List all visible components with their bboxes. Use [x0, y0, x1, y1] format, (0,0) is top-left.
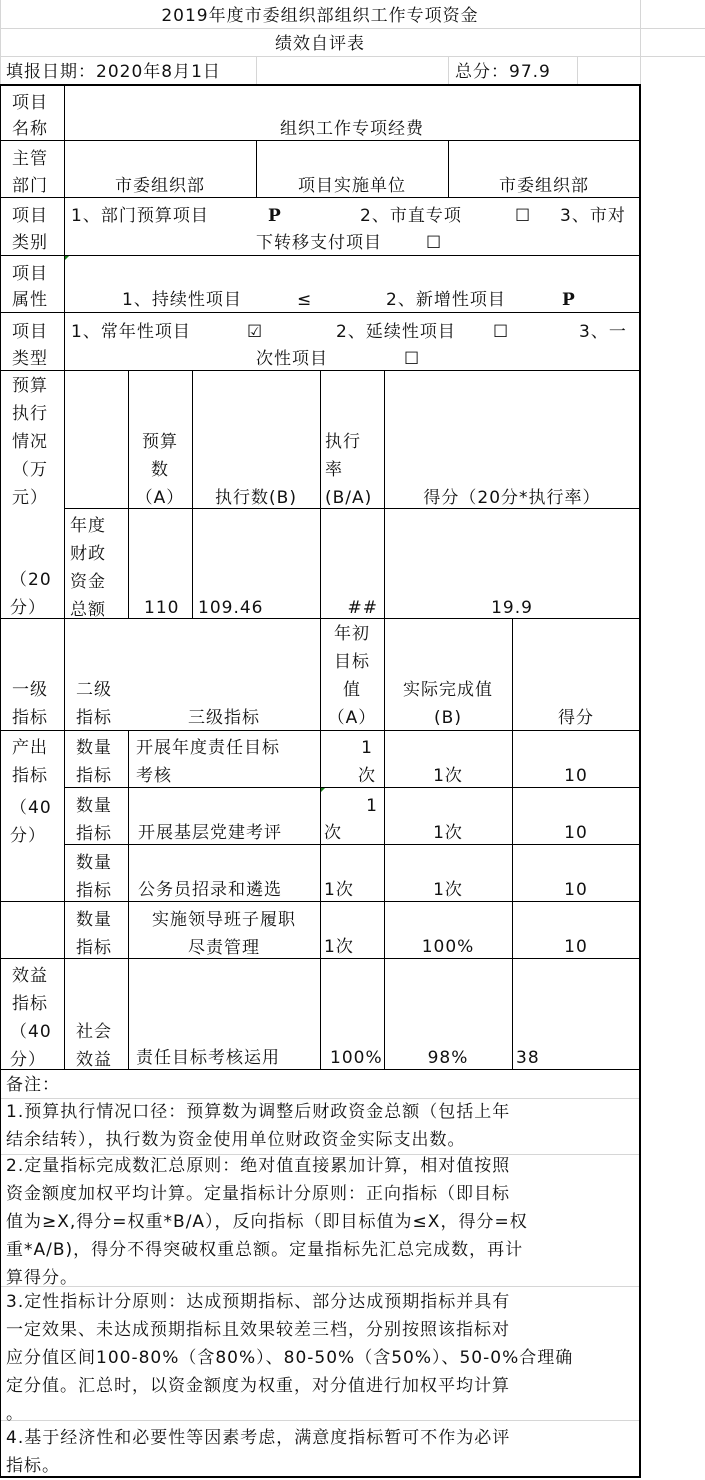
note-1: 1.预算执行情况口径：预算数为调整后财政资金总额（包括上年 结余结转），执行数为资金使用单位财政资金实际支出数。: [6, 1102, 511, 1150]
type-option-onetime-cont: 次性项目: [256, 349, 328, 369]
output-row-3-level3: 公务员招录和遴选: [138, 880, 282, 900]
department-value: 市委组织部: [115, 176, 205, 196]
type-label-2: 类型: [12, 349, 48, 369]
category-label-2: 类别: [12, 233, 48, 253]
budget-score-label: （20 分）: [10, 570, 52, 618]
budget-col-rate-header: 执行 率 (B/A): [325, 432, 373, 508]
form-subtitle: 绩效自评表: [275, 34, 365, 54]
budget-col-exec-header: 执行数(B): [215, 488, 297, 508]
notes-title: 备注：: [6, 1075, 60, 1095]
output-row-4-actual: 100%: [421, 937, 475, 957]
indicator-score-header: 得分: [558, 708, 594, 728]
output-row-1-level2: 数量 指标: [76, 738, 112, 786]
note-4: 4.基于经济性和必要性等因素考虑，满意度指标暂可不作为必评 指标。: [6, 1428, 511, 1476]
category-option-dept-budget-mark: P: [268, 206, 282, 226]
output-indicator-label: 产出 指标: [12, 738, 48, 786]
budget-row-label: 年度 财政 资金 总额: [70, 516, 106, 620]
project-name-value: 组织工作专项经费: [280, 119, 424, 139]
project-name-label-2: 名称: [12, 119, 48, 139]
fill-date: 填报日期：2020年8月1日: [6, 62, 221, 82]
impl-unit-label: 项目实施单位: [298, 176, 406, 196]
budget-exec-label: 预算 执行 情况 （万 元）: [12, 376, 48, 508]
form-title: 2019年度市委组织部组织工作专项资金: [161, 6, 479, 26]
output-row-4-level3: 实施领导班子履职 尽责管理: [152, 910, 296, 958]
output-row-3-score: 10: [564, 880, 588, 900]
category-option-city-special-checkbox: ☐: [515, 206, 532, 226]
total-score: 总分：97.9: [455, 62, 551, 82]
attribute-label: 项目: [12, 264, 48, 284]
attribute-label-2: 属性: [12, 290, 48, 310]
output-indicator-score: （40 分）: [10, 798, 52, 846]
benefit-row-target: 100%: [330, 1048, 383, 1068]
output-row-4-target: 1次: [324, 937, 354, 957]
output-row-1-target: 1 次: [358, 738, 376, 786]
output-row-2-target-2: 次: [324, 823, 342, 843]
benefit-row-score: 38: [516, 1048, 540, 1068]
output-row-1-level3: 开展年度责任目标 考核: [136, 738, 280, 786]
type-option-annual-checkbox: ☑: [247, 322, 264, 342]
note-3: 3.定性指标计分原则：达成预期指标、部分达成预期指标并具有 一定效果、未达成预期指标且效果较差三档，分别按照该指标对 应分值区间100-80%（含80%）、80-50%（含50%）、50-0%合理确 定分值。汇总时，以资金额度为权重，对分值进行加权平均计算 。: [6, 1292, 574, 1424]
output-row-3-target: 1次: [324, 880, 354, 900]
indicator-actual-header: 实际完成值 (B): [403, 680, 493, 728]
category-option-dept-budget: 1、部门预算项目: [71, 206, 209, 226]
benefit-row-level3: 责任目标考核运用: [136, 1048, 280, 1068]
type-label: 项目: [12, 322, 48, 342]
output-row-1-actual: 1次: [433, 766, 463, 786]
exec-value: 109.46: [198, 598, 264, 618]
department-label: 主管: [12, 149, 48, 169]
budget-col-budget-header: 预算 数 （A）: [135, 432, 185, 508]
output-row-4-score: 10: [564, 937, 588, 957]
benefit-indicator-score: （40 分）: [10, 1022, 52, 1070]
type-option-annual: 1、常年性项目: [71, 322, 191, 342]
benefit-indicator-label: 效益 指标: [12, 966, 48, 1014]
type-option-onetime-checkbox: ☐: [404, 349, 421, 369]
category-option-transfer-cont: 下转移支付项目: [256, 233, 382, 253]
attribute-option-continuous-mark: ≤: [297, 290, 313, 310]
department-label-2: 部门: [12, 176, 48, 196]
output-row-2-level2: 数量 指标: [76, 796, 112, 844]
output-row-2-target-1: 1: [366, 796, 378, 816]
indicator-level2-header: 二级 指标: [76, 680, 112, 728]
budget-col-score-header: 得分（20分*执行率）: [423, 488, 601, 508]
category-option-transfer: 3、市对: [560, 206, 626, 226]
indicator-level3-header: 三级指标: [188, 708, 260, 728]
attribute-option-continuous: 1、持续性项目: [122, 290, 242, 310]
attribute-option-new-mark: P: [562, 290, 576, 310]
impl-unit-value: 市委组织部: [499, 176, 589, 196]
benefit-row-actual: 98%: [427, 1048, 469, 1068]
budget-value: 110: [144, 598, 180, 618]
category-label: 项目: [12, 206, 48, 226]
indicator-level1-header: 一级 指标: [12, 680, 48, 728]
output-row-2-level3: 开展基层党建考评: [138, 823, 282, 843]
project-name-label: 项目: [12, 93, 48, 113]
output-row-1-score: 10: [564, 766, 588, 786]
category-option-city-special: 2、市直专项: [360, 206, 462, 226]
note-2: 2.定量指标完成数汇总原则：绝对值直接累加计算，相对值按照 资金额度加权平均计算。定量指标计分原则：正向指标（即目标 值为≥X,得分=权重*B/A），反向指标（即目标值为≤X，得分=权 重*A/B)，得分不得突破权重总额。定量指标先汇总完成数，再计 算得分。: [6, 1156, 528, 1288]
indicator-target-header: 年初 目标 值 （A）: [327, 624, 377, 728]
type-option-onetime: 3、一: [579, 322, 627, 342]
output-row-2-actual: 1次: [433, 823, 463, 843]
output-row-3-actual: 1次: [433, 880, 463, 900]
category-option-transfer-checkbox: ☐: [426, 233, 443, 253]
type-option-extended-checkbox: ☐: [493, 322, 510, 342]
attribute-option-new: 2、新增性项目: [386, 290, 506, 310]
output-row-2-score: 10: [564, 823, 588, 843]
output-row-4-level2: 数量 指标: [76, 910, 112, 958]
benefit-row-level2: 社会 效益: [76, 1022, 112, 1070]
output-row-3-level2: 数量 指标: [76, 853, 112, 901]
budget-score-value: 19.9: [491, 598, 533, 618]
type-option-extended: 2、延续性项目: [336, 322, 456, 342]
rate-value: ##: [347, 598, 378, 618]
